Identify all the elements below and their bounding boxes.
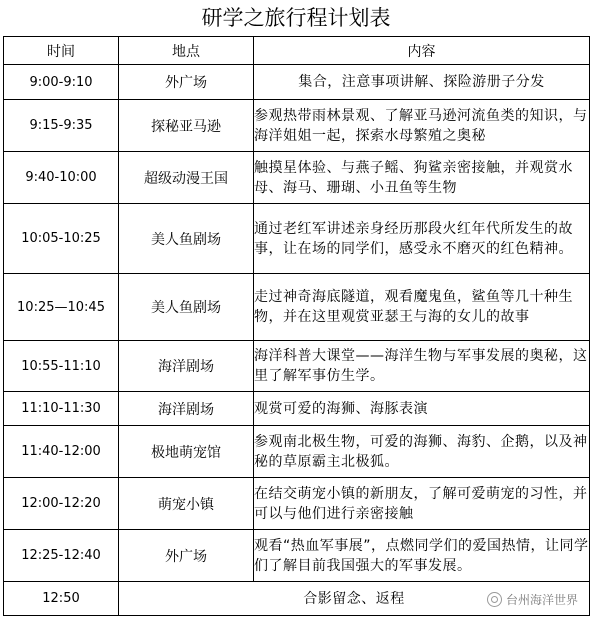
row-time: 10:25—10:45 bbox=[4, 274, 119, 341]
table-row bbox=[4, 204, 590, 274]
row-time: 9:40-10:00 bbox=[4, 152, 119, 204]
row-content: 参观热带雨林景观、了解亚马逊河流鱼类的知识，与海洋姐姐一起，探索水母繁殖之奥秘 bbox=[254, 100, 590, 152]
row-time: 11:10-11:30 bbox=[4, 392, 119, 426]
row-place: 萌宠小镇 bbox=[119, 478, 254, 530]
row-content: 在结交萌宠小镇的新朋友，了解可爱萌宠的习性，并可以与他们进行亲密接触 bbox=[254, 478, 590, 530]
table-row bbox=[4, 426, 590, 478]
row-time: 9:15-9:35 bbox=[4, 100, 119, 152]
row-time: 10:05-10:25 bbox=[4, 204, 119, 274]
watermark bbox=[487, 591, 578, 608]
row-content: 通过老红军讲述亲身经历那段火红年代所发生的故事，让在场的同学们，感受永不磨灭的红色精神。 bbox=[254, 204, 590, 274]
row-time: 12:25-12:40 bbox=[4, 530, 119, 582]
row-place: 超级动漫王国 bbox=[119, 152, 254, 204]
row-place: 极地萌宠馆 bbox=[119, 426, 254, 478]
row-content: 观赏可爱的海狮、海豚表演 bbox=[254, 392, 590, 426]
schedule-table bbox=[3, 36, 590, 616]
page-title: 研学之旅行程计划表 bbox=[201, 6, 391, 30]
table-row bbox=[4, 274, 590, 341]
row-place: 海洋剧场 bbox=[119, 392, 254, 426]
header-content: 内容 bbox=[254, 37, 590, 65]
row-content: 观看“热血军事展”，点燃同学们的爱国热情，让同学们了解目前我国强大的军事发展。 bbox=[254, 530, 590, 582]
row-content: 触摸星体验、与燕子鳐、狗鲨亲密接触，并观赏水母、海马、珊瑚、小丑鱼等生物 bbox=[254, 152, 590, 204]
table-header-row bbox=[4, 37, 590, 65]
row-place: 探秘亚马逊 bbox=[119, 100, 254, 152]
row-content: 集合，注意事项讲解、探险游册子分发 bbox=[254, 65, 590, 100]
row-place: 海洋剧场 bbox=[119, 341, 254, 392]
table-row bbox=[4, 100, 590, 152]
table-row bbox=[4, 65, 590, 100]
watermark-text: 台州海洋世界 bbox=[505, 593, 578, 607]
row-time: 11:40-12:00 bbox=[4, 426, 119, 478]
row-content: 海洋科普大课堂——海洋生物与军事发展的奥秘，这里了解军事仿生学。 bbox=[254, 341, 590, 392]
row-place: 外广场 bbox=[119, 530, 254, 582]
row-time: 12:50 bbox=[4, 582, 119, 616]
row-place: 外广场 bbox=[119, 65, 254, 100]
row-content: 合影留念、返程 bbox=[119, 582, 590, 616]
row-time: 10:55-11:10 bbox=[4, 341, 119, 392]
header-time: 时间 bbox=[4, 37, 119, 65]
row-content: 走过神奇海底隧道，观看魔鬼鱼，鲨鱼等几十种生物，并在这里观赏亚瑟王与海的女儿的故事 bbox=[254, 274, 590, 341]
table-row bbox=[4, 392, 590, 426]
row-content: 参观南北极生物，可爱的海狮、海豹、企鹅，以及神秘的草原霸主北极狐。 bbox=[254, 426, 590, 478]
row-place: 美人鱼剧场 bbox=[119, 274, 254, 341]
wechat-icon bbox=[487, 592, 502, 607]
row-place: 美人鱼剧场 bbox=[119, 204, 254, 274]
table-row bbox=[4, 341, 590, 392]
row-time: 12:00-12:20 bbox=[4, 478, 119, 530]
table-row bbox=[4, 530, 590, 582]
table-row bbox=[4, 152, 590, 204]
table-row bbox=[4, 478, 590, 530]
row-time: 9:00-9:10 bbox=[4, 65, 119, 100]
header-place: 地点 bbox=[119, 37, 254, 65]
